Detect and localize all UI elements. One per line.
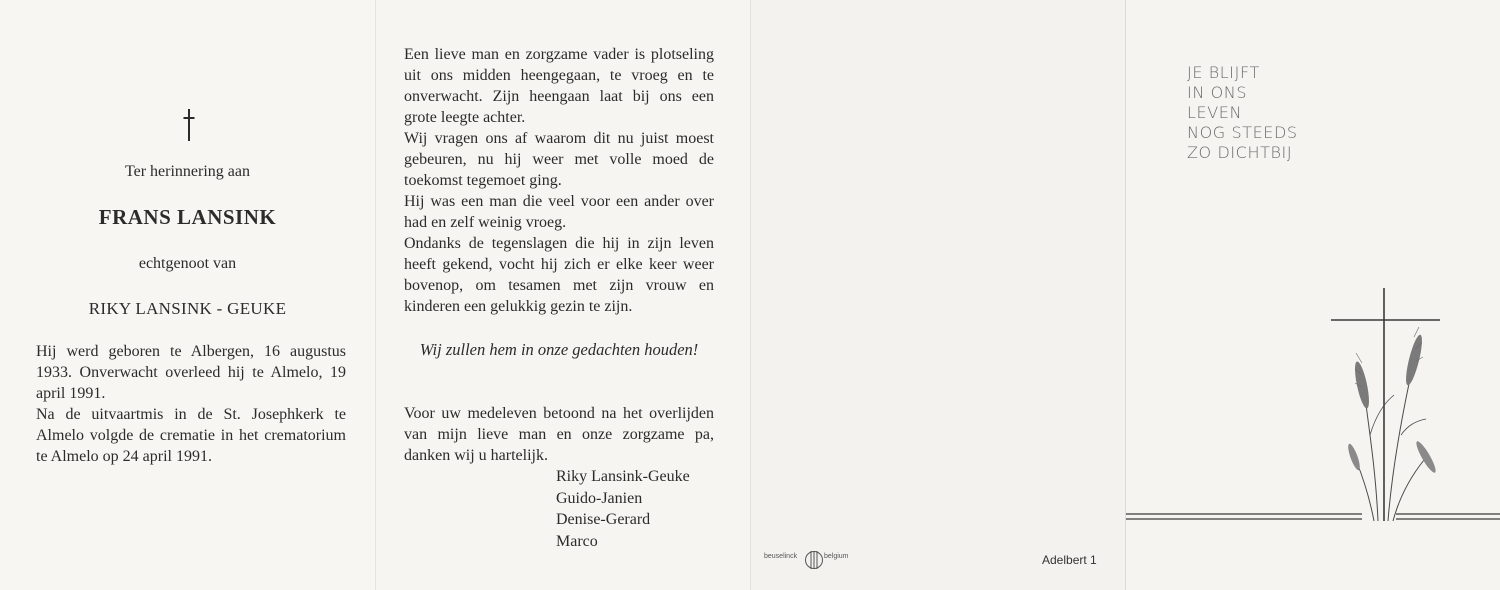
logo-text-left: beuselinck — [764, 553, 798, 560]
cross-with-wheat-icon — [1126, 285, 1500, 530]
poem-line: LEVEN — [1187, 103, 1243, 122]
poem-line: JE BLIJFT — [1187, 63, 1260, 82]
intro-text: Ter herinnering aan — [124, 163, 251, 180]
signer: Denise-Gerard — [556, 511, 651, 528]
memorial-panel-back — [750, 0, 1125, 590]
tribute-text — [404, 44, 714, 317]
biography — [36, 341, 346, 467]
publisher-logo-icon — [804, 547, 824, 573]
tribute-paragraph: Ondanks de tegenslagen die hij in zijn leven heeft gekend, vocht hij zich er elke keer weer bovenop, om tesamen met zijn vrouw en kinderen een gelukkig gezin te zijn. — [404, 235, 714, 315]
card-code: Adelbert 1 — [1042, 553, 1097, 567]
memorial-panel-text — [375, 0, 750, 590]
funeral-text: Na de uitvaartmis in de St. Josephkerk te Almelo volgde de crematie in het crematorium te Almelo op 24 april 1991. — [36, 406, 346, 465]
poem-line: NOG STEEDS — [1187, 123, 1298, 142]
tribute-paragraph: Wij vragen ons af waarom dit nu juist moest gebeuren, nu hij weer met volle moed de toekomst tegemoet ging. — [404, 130, 714, 189]
latin-cross-icon — [182, 108, 196, 142]
logo-text-right: belgium — [824, 553, 849, 560]
deceased-name: FRANS LANSINK — [98, 205, 277, 229]
publisher-logo — [764, 547, 864, 577]
signers-list — [556, 466, 690, 552]
memorial-panel-front — [0, 0, 375, 590]
birth-death-text: Hij werd geboren te Albergen, 16 augustus 1933. Onverwacht overleed hij te Almelo, 19 april 1991. — [36, 343, 346, 402]
tribute-paragraph: Hij was een man die veel voor een ander over had en zelf weinig vroeg. — [404, 193, 714, 231]
thanks-text: Voor uw medeleven betoond na het overlijden van mijn lieve man en onze zorgzame pa, danken wij u hartelijk. — [404, 405, 714, 464]
motto: Wij zullen hem in onze gedachten houden! — [419, 340, 699, 359]
tribute-paragraph: Een lieve man en zorgzame vader is plotseling uit ons midden heengegaan, te vroeg en te onverwacht. Zijn heengaan laat bij ons een grote leegte achter. — [404, 46, 714, 126]
signer: Riky Lansink-Geuke — [556, 468, 690, 485]
memorial-panel-cover — [1125, 0, 1500, 590]
poem-line: ZO DICHTBIJ — [1187, 143, 1293, 162]
signer: Marco — [556, 532, 598, 550]
spouse-name: RIKY LANSINK - GEUKE — [88, 299, 287, 318]
signer: Guido-Janien — [556, 489, 643, 507]
poem — [1187, 63, 1298, 163]
poem-line: IN ONS — [1187, 83, 1248, 102]
spouse-of-label: echtgenoot van — [138, 255, 237, 272]
